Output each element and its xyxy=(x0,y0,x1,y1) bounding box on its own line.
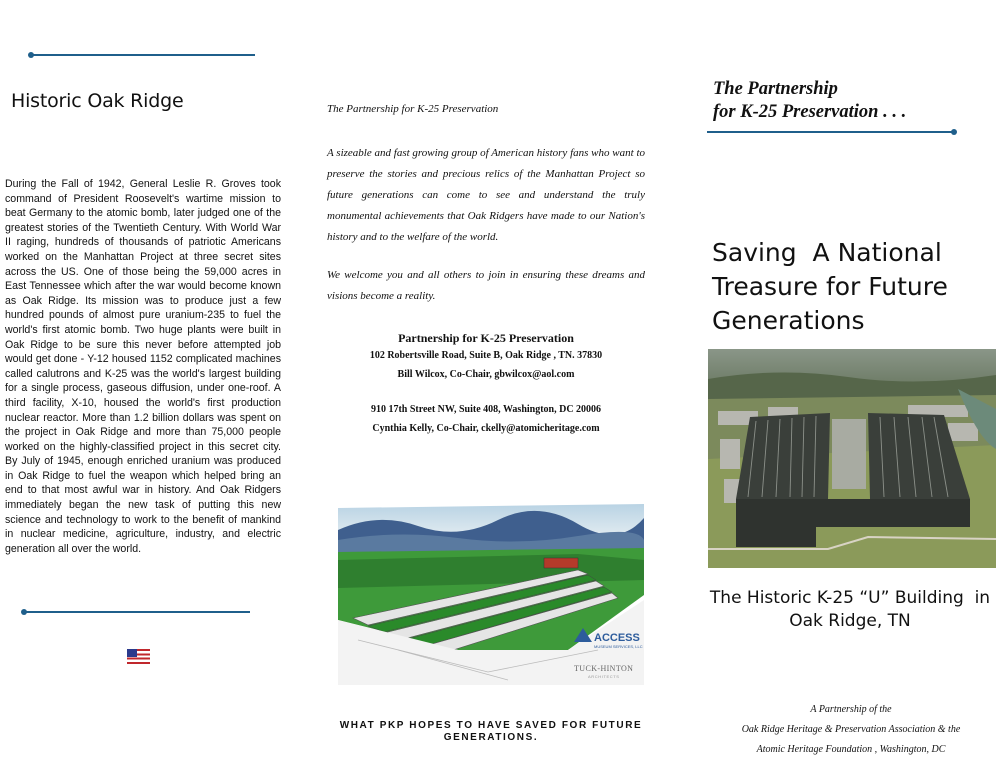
title-line-2: Treasure for Future xyxy=(712,272,948,301)
building-subtitle xyxy=(705,587,995,633)
access-logo: ACCESS xyxy=(594,632,640,644)
partners-block xyxy=(706,700,996,760)
top-left-rule xyxy=(31,54,255,56)
k25-site-rendering xyxy=(338,500,644,685)
tagline-line-1: The Partnership xyxy=(713,79,838,99)
contact-org: Partnership for K-25 Preservation xyxy=(398,331,574,345)
partnership-tagline xyxy=(713,78,906,124)
k25-aerial-photo xyxy=(708,349,996,568)
access-logo-sub: MUSEUM SERVICES, LLC xyxy=(594,644,643,649)
title-line-3: Generations xyxy=(712,306,865,335)
us-flag-icon xyxy=(127,649,150,664)
partners-line-3: Atomic Heritage Foundation , Washington, DC xyxy=(756,744,946,755)
left-heading: Historic Oak Ridge xyxy=(11,90,184,112)
right-tagline-rule xyxy=(707,131,954,133)
contact-address-2: 910 17th Street NW, Suite 408, Washington, DC 20006 xyxy=(370,404,602,415)
partners-line-2: Oak Ridge Heritage & Preservation Association & the xyxy=(741,724,961,735)
mission-paragraph: A sizeable and fast growing group of American history fans who want to preserve the stories and precious relics of the Manhattan Project so future generations can come to see and understand the truly monumental achievements that Oak Ridgers have made to our Nation's history and to the welfare of the world. xyxy=(327,147,645,243)
tagline-line-2: for K-25 Preservation . . . xyxy=(713,102,907,122)
bottom-left-rule xyxy=(24,611,250,613)
tuck-hinton-sub: ARCHITECTS xyxy=(588,674,620,679)
partnership-intro: The Partnership for K-25 Preservation xyxy=(327,103,499,115)
title-line-1: Saving A National xyxy=(712,238,942,267)
main-title xyxy=(712,236,948,338)
contact-chair-2[interactable]: Cynthia Kelly, Co-Chair, ckelly@atomicheritage.com xyxy=(372,423,600,434)
contact-block xyxy=(327,330,645,438)
history-body-text: During the Fall of 1942, General Leslie R. Groves took command of President Roosevelt's wartime mission to beat Germany to the atomic bomb, later judged one of the greatest stories of the Twentieth Century. With World War II raging, hundreds of thousands of patriotic Americans worked on the Manhattan Project at three secret sites across the US. One of those being the 59,000 acres in East Tennessee which after the war would become known as Oak Ridge. Its mission was to produce just a few hundred pounds of almost pure uranium-235 to fuel the world's first atomic bomb. Two huge plants were built in Oak Ridge to be sure this never before attempted job would get done - Y-12 housed 1152 complicated machines called calutrons and K-25 was the world's largest building for a single process, gaseous diffusion, under one-roof. A third facility, X-10, housed the world's first production nuclear reactor. More than 1.2 billion dollars was spent on the project in Oak Ridge and more than 75,000 people worked on the highly-classified project in this secret city. By July of 1945, enough enriched uranium was produced in Oak Ridge to fuel the weapon which helped bring an end to that most awful war in history. And Oak Ridgers immediately began the new task of putting this new science and technology to work to the benefit of mankind in nuclear medicine, agriculture, industry, and electric generation all over the world. xyxy=(5,178,281,555)
subtitle-line-1: The Historic K-25 “U” Building in xyxy=(709,588,991,608)
partners-line-1: A Partnership of the xyxy=(810,704,892,715)
contact-address-1: 102 Robertsville Road, Suite B, Oak Ridge , TN. 37830 xyxy=(369,350,603,361)
subtitle-line-2: Oak Ridge, TN xyxy=(789,611,911,631)
tuck-hinton-logo: TUCK-HINTON xyxy=(574,664,634,673)
welcome-paragraph: We welcome you and all others to join in ensuring these dreams and visions become a reality. xyxy=(327,269,645,302)
rendering-caption: WHAT PKP HOPES TO HAVE SAVED FOR FUTURE GENERATIONS. xyxy=(339,720,643,743)
contact-chair-1[interactable]: Bill Wilcox, Co-Chair, gbwilcox@aol.com xyxy=(397,369,575,380)
